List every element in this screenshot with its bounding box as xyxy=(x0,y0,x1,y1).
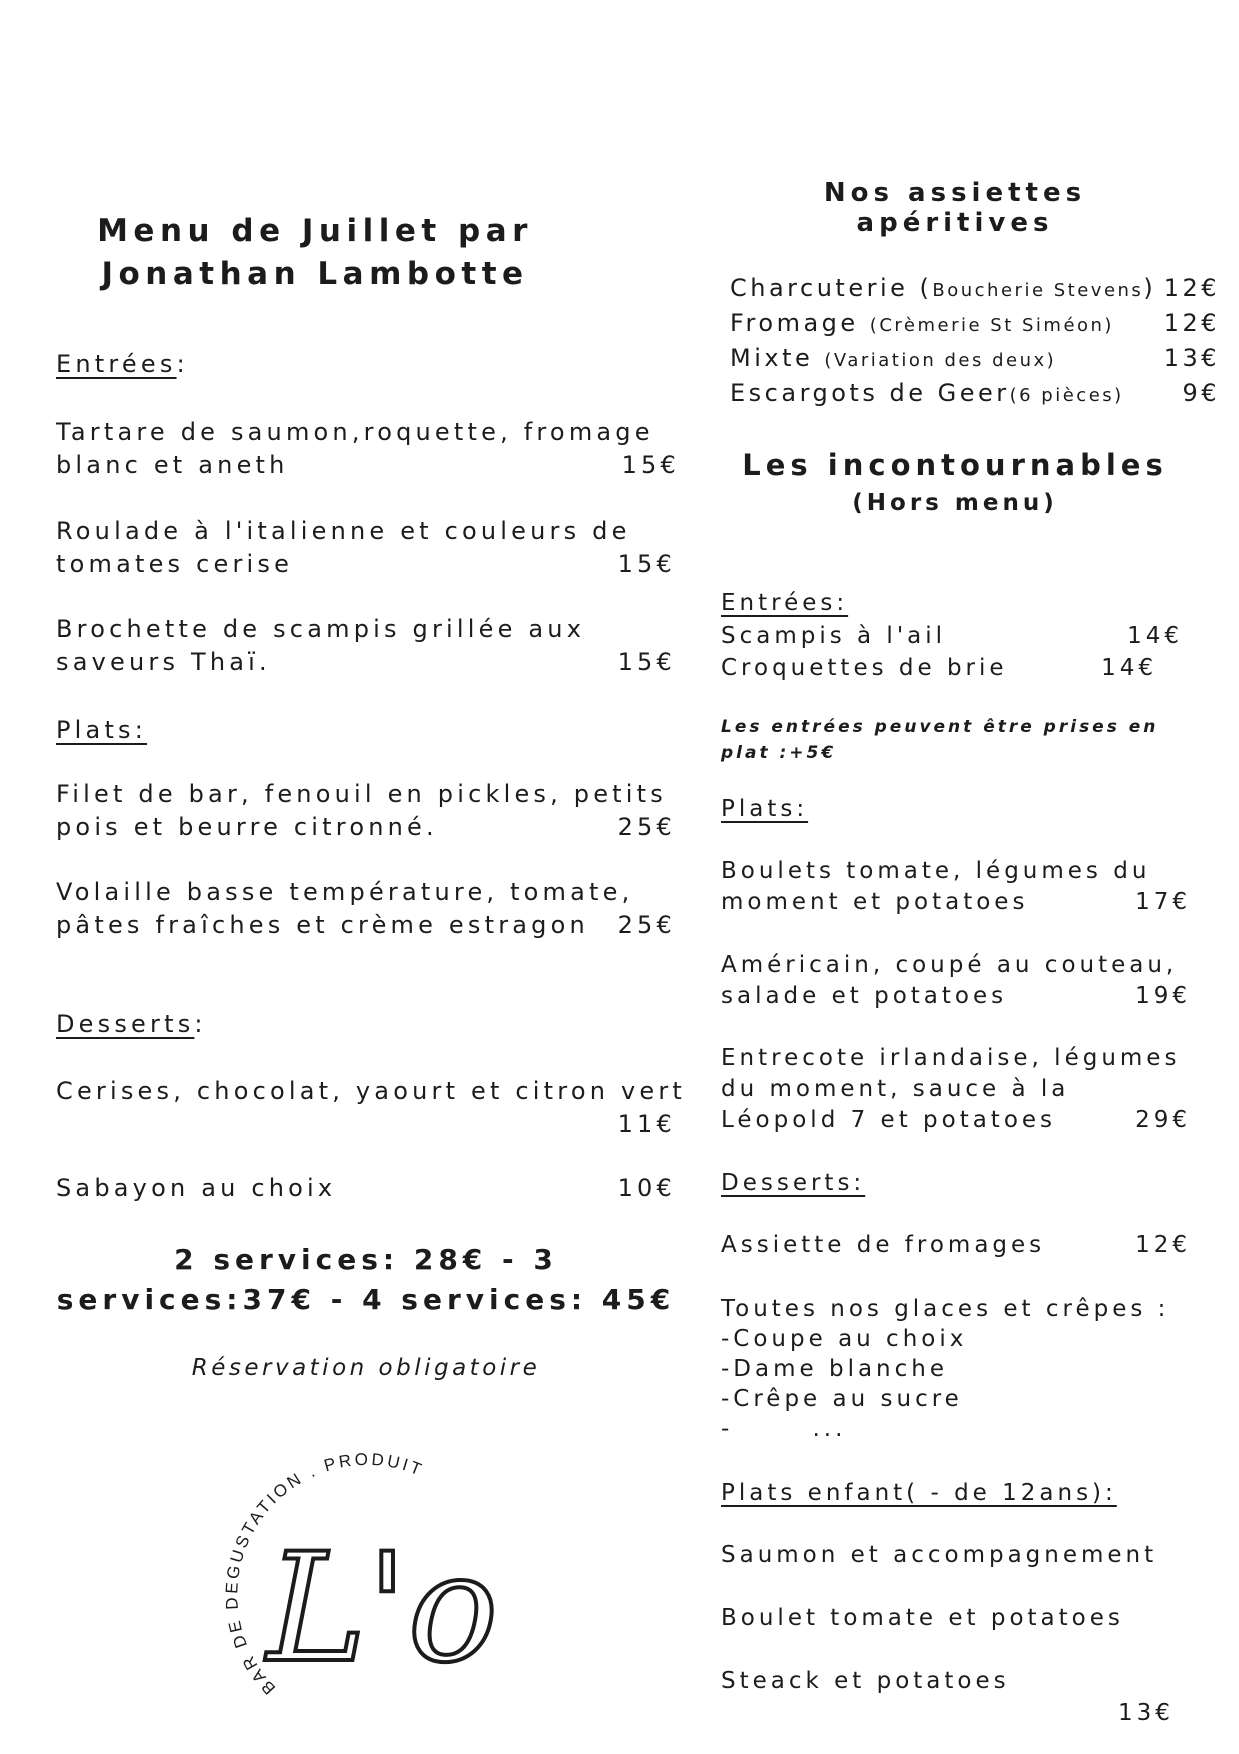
aperitive-price: 9€ xyxy=(1182,379,1220,407)
aperitive-item: Charcuterie (Boucherie Stevens) 12€ xyxy=(730,274,1220,302)
lode-logo-graphic xyxy=(195,1438,495,1728)
plats-heading: Plats: xyxy=(56,716,148,744)
entrees-note: Les entrées peuvent être prises en plat :+5€ xyxy=(721,717,1159,763)
incontournables-subtitle: (Hors menu) xyxy=(852,490,1058,516)
dessert-price: 11€ xyxy=(617,1110,676,1138)
plat-price: 25€ xyxy=(617,813,676,841)
dessert-item: Sabayon au choix 10€ xyxy=(56,1174,676,1202)
entree-item: Roulade à l'italienne et couleurs de tomates cerise 15€ xyxy=(56,515,676,581)
aperitive-price: 13€ xyxy=(1163,344,1220,372)
plat-item: Filet de bar, fenouil en pickles, petits pois et beurre citronné. 25€ xyxy=(56,778,676,844)
enfant-item: Steack et potatoes xyxy=(721,1668,1010,1694)
svg-text:L'ode: L'o xyxy=(267,1522,495,1696)
right-plat-price: 29€ xyxy=(1135,1107,1191,1133)
aperitive-price: 12€ xyxy=(1163,274,1220,302)
enfant-item: Saumon et accompagnement xyxy=(721,1542,1158,1568)
right-plat-item: Boulets tomate, légumes du moment et potatoes 17€ xyxy=(721,856,1191,918)
right-desserts-heading: Desserts: xyxy=(721,1170,866,1196)
formula-text: 2 services: 28€ - 3 services:37€ - 4 services: 45€ xyxy=(56,1243,676,1316)
dessert-price: 10€ xyxy=(617,1174,676,1202)
enfant-heading: Plats enfant( - de 12ans): xyxy=(721,1480,1117,1506)
menu-title: Menu de Juillet par Jonathan Lambotte xyxy=(97,213,533,292)
right-entrees-list xyxy=(721,620,1191,684)
glace-item: -Coupe au choix xyxy=(721,1326,968,1352)
lode-logo xyxy=(195,1438,495,1728)
aperitive-price: 12€ xyxy=(1163,309,1220,337)
entree-item: Tartare de saumon,roquette, fromage blanc et aneth 15€ xyxy=(56,416,676,482)
aperitive-item: Mixte (Variation des deux) 13€ xyxy=(730,344,1220,372)
right-entree-item: Scampis à l'ail 14€ xyxy=(721,620,1191,652)
right-plat-item: Entrecote irlandaise, légumes du moment, sauce à la Léopold 7 et potatoes 29€ xyxy=(721,1043,1191,1136)
reservation-note: Réservation obligatoire xyxy=(191,1355,541,1381)
aperitive-item: Fromage (Crèmerie St Siméon) 12€ xyxy=(730,309,1220,337)
svg-text:BAR DE DEGUSTATION . PRODUITS: BAR DE DEGUSTATION . PRODUIT xyxy=(222,1449,427,1699)
dessert-item: Cerises, chocolat, yaourt et citron vert 11€ xyxy=(56,1075,676,1141)
entree-price: 15€ xyxy=(617,648,676,676)
right-entree-price: 14€ xyxy=(1101,655,1157,681)
incontournables-title: Les incontournables xyxy=(742,448,1168,482)
right-entree-price: 14€ xyxy=(1127,623,1183,649)
right-dessert-price: 12€ xyxy=(1135,1232,1191,1258)
right-entrees-heading: Entrées: xyxy=(721,590,849,616)
right-plat-price: 17€ xyxy=(1135,889,1191,915)
plat-price: 25€ xyxy=(617,911,676,939)
aperitives-title: Nos assiettes apéritives xyxy=(823,178,1087,238)
enfant-price: 13€ xyxy=(1118,1700,1174,1726)
entree-item: Brochette de scampis grillée aux saveurs Thaï. 15€ xyxy=(56,613,676,679)
desserts-heading: Desserts: xyxy=(56,1010,207,1038)
enfant-item: Boulet tomate et potatoes xyxy=(721,1605,1124,1631)
entrees-heading: Entrées: xyxy=(56,350,189,378)
plat-item: Volaille basse température, tomate, pâtes fraîches et crème estragon 25€ xyxy=(56,876,676,942)
aperitive-item: Escargots de Geer(6 pièces) 9€ xyxy=(730,379,1220,407)
right-plats-heading: Plats: xyxy=(721,796,809,822)
glace-item: -Dame blanche xyxy=(721,1356,949,1382)
glace-item: - ... xyxy=(721,1416,847,1442)
glace-item: -Crêpe au sucre xyxy=(721,1386,963,1412)
right-dessert-item: Assiette de fromages 12€ xyxy=(721,1232,1191,1258)
glaces-block: Toutes nos glaces et crêpes : -Coupe au choix -Dame blanche -Crêpe au sucre - ... xyxy=(721,1294,1201,1444)
right-plat-price: 19€ xyxy=(1135,983,1191,1009)
right-entree-item: Croquettes de brie 14€ xyxy=(721,652,1191,684)
aperitives-list xyxy=(730,272,1220,412)
right-plat-item: Américain, coupé au couteau, salade et potatoes 19€ xyxy=(721,950,1191,1012)
entree-price: 15€ xyxy=(617,550,676,578)
entree-price: 15€ xyxy=(621,451,680,479)
